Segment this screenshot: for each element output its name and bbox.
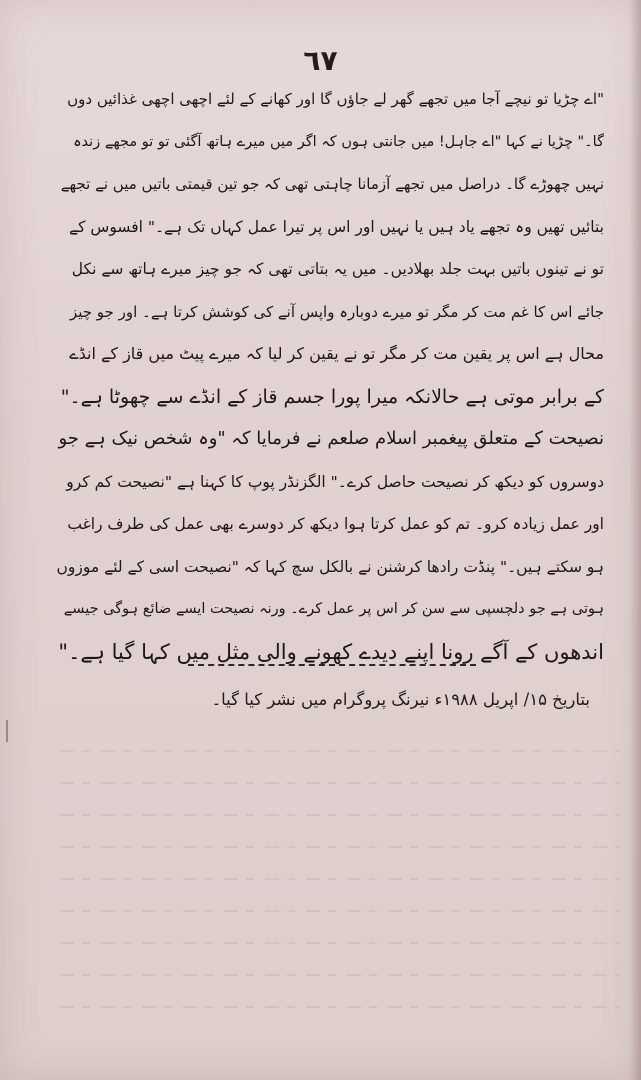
page-edge-shadow — [629, 0, 641, 1080]
text-line: تو نے تینوں باتیں بہت جلد بھلادیں۔ میں یہ بتاتی تھی کہ جو چیز میرے ہاتھ سے نکل — [71, 260, 604, 278]
text-line: اور عمل زیادہ کرو۔ تم کو عمل کرتا ہوا دیکھ کر دوسرے بھی عمل کی طرف راغب — [67, 515, 604, 533]
text-line: اندھوں کے آگے رونا اپنے دیدے کھونے والی مثل میں کہا گیا ہے۔" — [58, 639, 604, 664]
text-line: "اے چڑیا تو نیچے آجا میں تجھے گھر لے جاؤں گا اور کھانے کے لئے اچھی اچھی غذائیں دوں — [67, 90, 604, 108]
margin-mark — [6, 720, 13, 742]
text-line: گا۔" چڑیا نے کہا "اے جاہل! میں جانتی ہوں کہ اگر میں میرے ہاتھ آگئی تو تو مجھے زندہ — [73, 133, 604, 150]
text-line: محال ہے اس پر یقین مت کر مگر تو نے یقین کر لیا کہ میرے پیٹ میں قاز کے انڈے — [69, 344, 604, 363]
text-line: نصیحت کے متعلق پیغمبر اسلام صلعم نے فرمایا کہ "وہ شخص نیک ہے جو — [58, 428, 604, 449]
text-line: ہوتی ہے جو دلچسپی سے سن کر اس پر عمل کرے۔ ورنہ نصیحت ایسے ضائع ہوگی جیسے — [63, 601, 604, 617]
text-line: کے برابر موتی ہے حالانکہ میرا پورا جسم قاز کے انڈے سے چھوٹا ہے۔" — [60, 385, 604, 408]
reverse-side-bleed-through — [60, 720, 620, 1050]
text-line: جائے اس کا غم مت کر مگر تو میرے دوبارہ واپس آنے کی کوشش کرتا ہے۔ اور جو چیز — [69, 302, 604, 321]
page-number: ٦٧ — [303, 44, 338, 77]
dashed-divider — [188, 664, 476, 666]
body-text — [56, 78, 604, 673]
text-line: ہو سکتے ہیں۔" پنڈت رادھا کرشنن نے بالکل سچ کہا کہ "نصیحت اسی کے لئے موزوں — [56, 557, 604, 576]
broadcast-footnote: بتاریخ ۱۵/ اپریل ۱۹۸۸ء نیرنگ پروگرام میں نشر کیا گیا۔ — [211, 690, 590, 709]
text-line: نہیں چھوڑے گا۔ دراصل میں تجھے آزمانا چاہتی تھی کہ جو تین قیمتی باتیں میں نے تجھے — [60, 175, 604, 193]
text-line: دوسروں کو دیکھ کر نصیحت حاصل کرے۔" الگزنڈر پوپ کا کہنا ہے "نصیحت کم کرو — [66, 472, 604, 491]
text-line: بتائیں تھیں وہ تجھے یاد ہیں یا نہیں اور اس پر تیرا عمل کہاں تک ہے۔" افسوس کے — [69, 217, 604, 236]
